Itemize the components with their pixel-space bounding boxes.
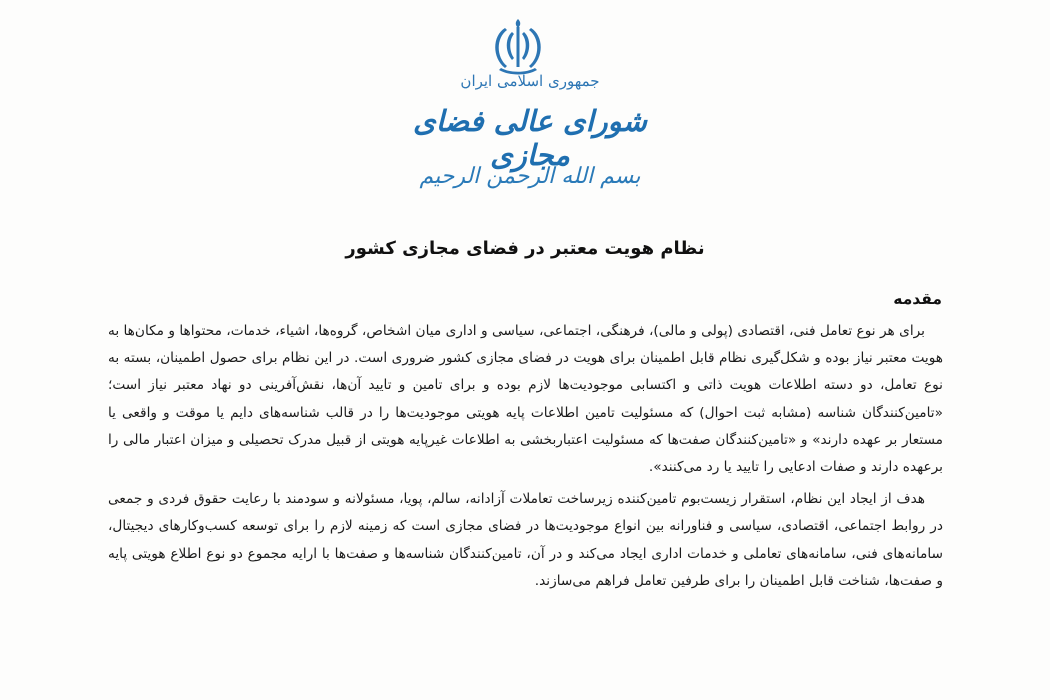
document-title: نظام هویت معتبر در فضای مجازی کشور [345,238,705,259]
letterhead [385,12,675,212]
body-text [108,318,943,595]
council-name: شورای عالی فضای مجازی [413,104,647,172]
paragraph: هدف از ایجاد این نظام، استقرار زیست‌بوم تامین‌کننده زیرساخت تعاملات آزادانه، سالم، پویا، مسئولانه و سودمند با رعایت حقوق فردی و جمعی در روابط اجتماعی، اقتصادی، سیاسی و فناورانه بین انواع موجودیت‌ها در فضای مجازی است که زمینه لازم را برای توسعه کسب‌وکارهای دیجیتال، سامانه‌های فنی، سامانه‌های تعاملی و خدمات اداری ایجاد می‌کند و در آن، تامین‌کنندگان شناسه‌ها و صفت‌ها با ارایه مجموع دو نوع اطلاع هویتی پایه و صفت‌ها، شناخت قابل اطمینان را برای طرفین تعامل فراهم می‌سازند. [108,491,943,589]
bismillah: بسم الله الرحمن الرحیم [419,164,641,189]
section-heading: مقدمه [893,290,942,308]
republic-name: جمهوری اسلامی ایران [460,72,600,90]
paragraph: برای هر نوع تعامل فنی، اقتصادی (پولی و مالی)، فرهنگی، اجتماعی، سیاسی و اداری میان اشخاص، گروه‌ها، اشیاء، خدمات، محتواها و مکان‌ها به هویت معتبر نیاز بوده و شکل‌گیری نظام قابل اطمینان برای هویت در فضای مجازی کشور ضروری است. در این نظام برای حصول اطمینان، بسته به نوع تعامل، دو دسته اطلاعات هویت ذاتی و اکتسابی موجودیت‌ها لازم بوده و برای تامین و تایید آن‌ها، نقش‌آفرینی دو نهاد معتبر نیاز است؛ «تامین‌کنندگان شناسه (مشابه ثبت احوال) که مسئولیت تامین اطلاعات پایه هویتی موجودیت‌ها را در قالب شناسه‌های دایم یا موقت و واقعی یا مستعار بر عهده دارند» و «تامین‌کنندگان صفت‌ها که مسئولیت اعتباربخشی به اطلاعات غیرپایه هویتی از قبیل مدرک تحصیلی و میزان اعتبار مالی را برعهده دارند و صفات ادعایی را تایید یا رد می‌کنند». [108,323,943,476]
iran-emblem-icon [485,16,551,78]
